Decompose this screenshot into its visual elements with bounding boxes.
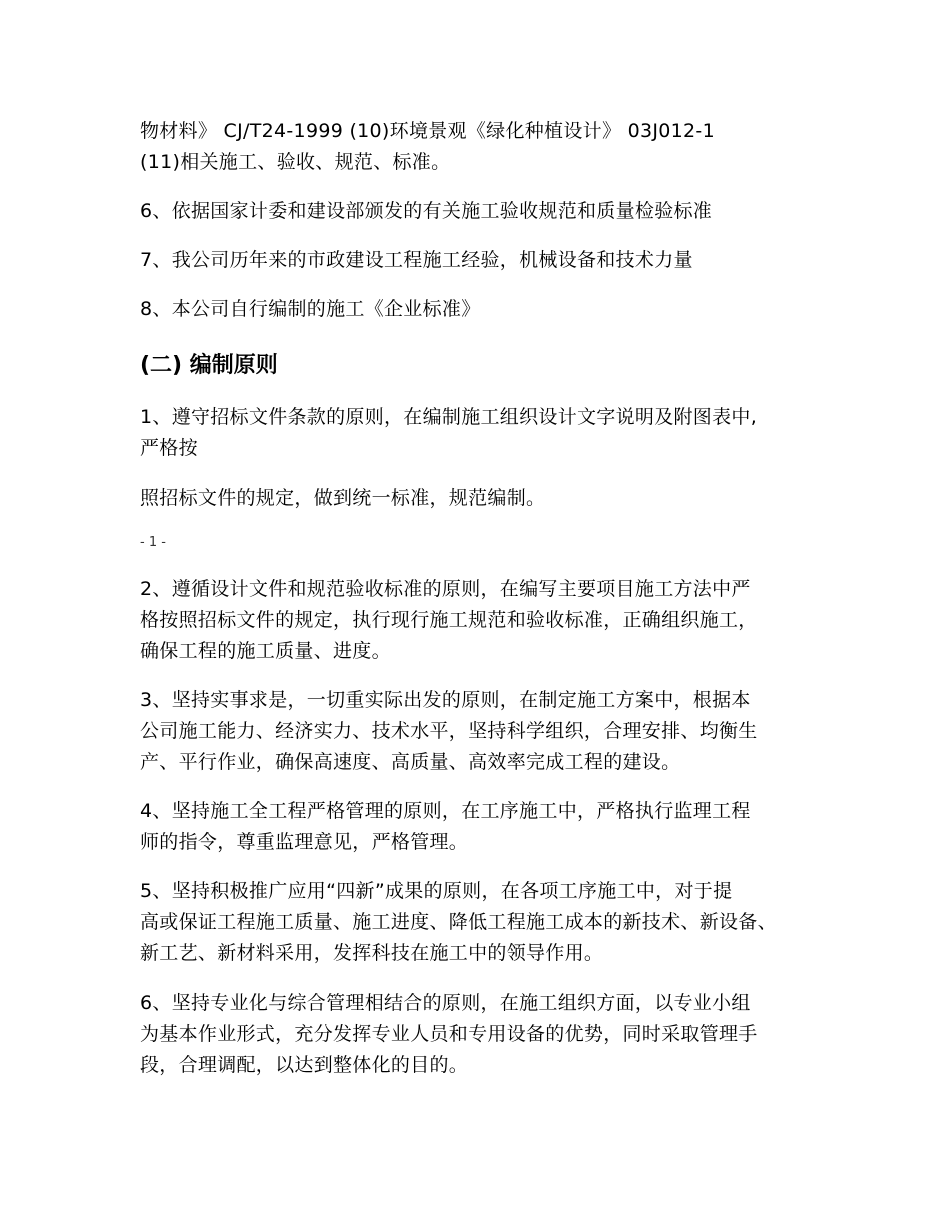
basis-item-6: 6、依据国家计委和建设部颁发的有关施工验收规范和质量检验标准 <box>140 200 713 222</box>
principle-5-line-2: 高或保证工程施工质量、施工进度、降低工程施工成本的新技术、新设备、 <box>140 911 777 933</box>
principle-6-line-3: 段，合理调配，以达到整体化的目的。 <box>140 1054 469 1076</box>
reference-line-2: (11)相关施工、验收、规范、标准。 <box>140 151 451 173</box>
principle-3-line-2: 公司施工能力、经济实力、技术水平，坚持科学组织，合理安排、均衡生 <box>140 720 758 742</box>
principle-2-line-3: 确保工程的施工质量、进度。 <box>140 640 391 662</box>
principle-1-line-1: 1、遵守招标文件条款的原则，在编制施工组织设计文字说明及附图表中, <box>140 406 758 428</box>
principle-4-line-2: 师的指令，尊重监理意见，严格管理。 <box>140 831 469 853</box>
principle-2-line-1: 2、遵循设计文件和规范验收标准的原则，在编写主要项目施工方法中严 <box>140 578 751 600</box>
reference-line-1: 物材料》 CJ/T24-1999 (10)环境景观《绿化种植设计》 03J012-1 <box>140 120 715 142</box>
basis-item-7: 7、我公司历年来的市政建设工程施工经验，机械设备和技术力量 <box>140 249 693 271</box>
principle-1-line-3: 照招标文件的规定，做到统一标准，规范编制。 <box>140 487 546 509</box>
principle-6-line-1: 6、坚持专业化与综合管理相结合的原则，在施工组织方面，以专业小组 <box>140 992 751 1014</box>
principle-5-line-3: 新工艺、新材料采用，发挥科技在施工中的领导作用。 <box>140 942 604 964</box>
principle-2-line-2: 格按照招标文件的规定，执行现行施工规范和验收标准，正确组织施工， <box>140 609 758 631</box>
principle-3-line-1: 3、坚持实事求是，一切重实际出发的原则，在制定施工方案中，根据本 <box>140 689 751 711</box>
principle-6-line-2: 为基本作业形式，充分发挥专业人员和专用设备的优势，同时采取管理手 <box>140 1023 758 1045</box>
principle-4-line-1: 4、坚持施工全工程严格管理的原则，在工序施工中，严格执行监理工程 <box>140 800 751 822</box>
section-heading: (二) 编制原则 <box>140 353 278 378</box>
principle-1-line-2: 严格按 <box>140 437 198 459</box>
principle-3-line-3: 产、平行作业，确保高速度、高质量、高效率完成工程的建设。 <box>140 751 681 773</box>
page-number: - 1 - <box>140 535 166 550</box>
principle-5-line-1: 5、坚持积极推广应用“四新”成果的原则，在各项工序施工中，对于提 <box>140 880 733 902</box>
basis-item-8: 8、本公司自行编制的施工《企业标准》 <box>140 298 481 320</box>
